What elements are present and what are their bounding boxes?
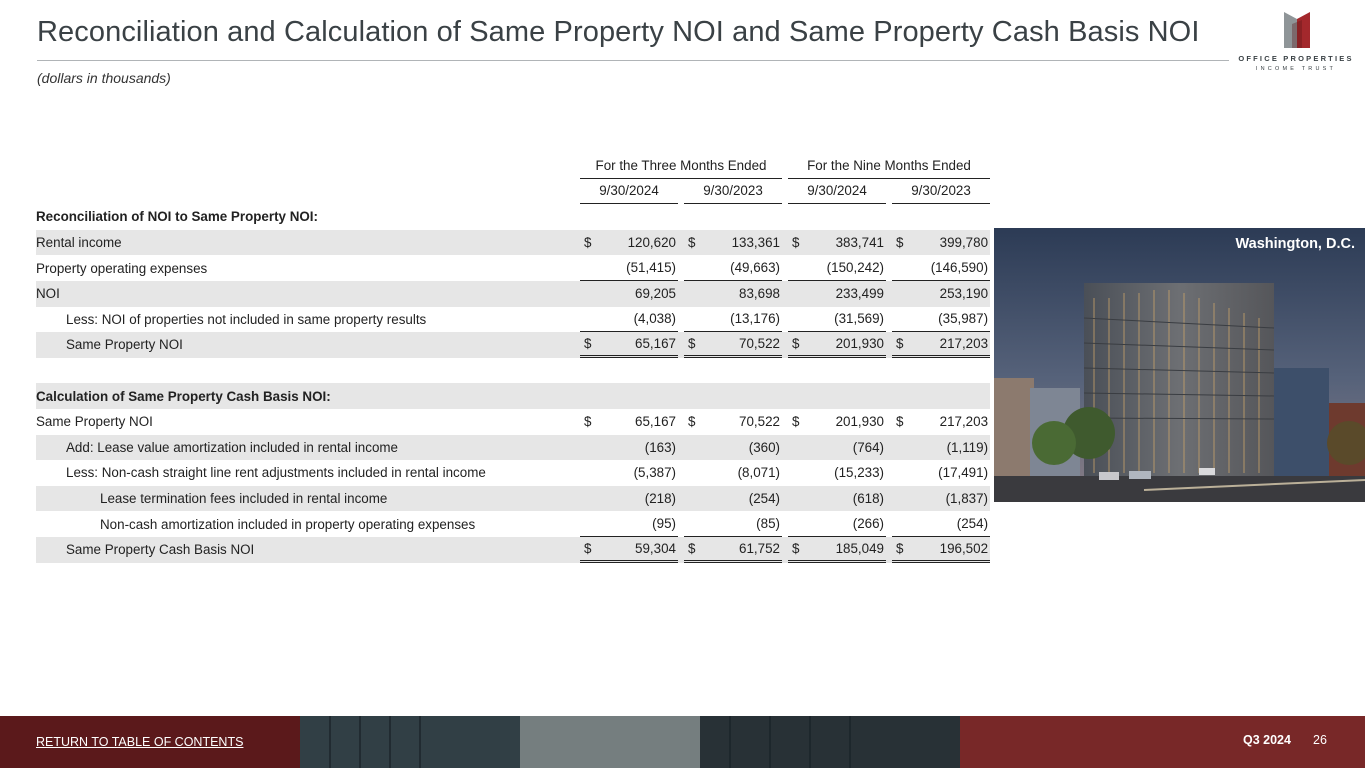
row-label: Same Property Cash Basis NOI	[36, 537, 574, 563]
amount-cell	[788, 409, 886, 435]
amount-cell	[788, 537, 886, 563]
amount-value: (1,119)	[946, 439, 989, 455]
currency-symbol: $	[688, 540, 696, 556]
currency-symbol: $	[896, 335, 904, 351]
amount-value: (254)	[956, 516, 989, 532]
amount-value: 217,203	[939, 414, 989, 430]
amount-cell	[892, 332, 990, 358]
amount-value: (15,233)	[834, 465, 884, 481]
amount-cell	[788, 460, 886, 486]
table-row	[36, 383, 990, 409]
page-number: 26	[1313, 733, 1327, 747]
currency-symbol: $	[584, 540, 592, 556]
logo-text-line1: OFFICE PROPERTIES	[1238, 54, 1354, 63]
amount-value: (4,038)	[633, 311, 676, 327]
amount-value: (49,663)	[730, 260, 780, 276]
table-row	[36, 409, 990, 435]
column-date-header-row	[36, 179, 990, 205]
amount-cell	[580, 383, 678, 409]
amount-cell	[892, 383, 990, 409]
building-image	[994, 228, 1365, 502]
amount-value: (85)	[756, 516, 780, 532]
amount-cell	[684, 486, 782, 512]
amount-value: 61,752	[739, 540, 780, 556]
amount-cell	[580, 537, 678, 563]
column-group-header: For the Three Months Ended	[580, 153, 782, 179]
page-title: Reconciliation and Calculation of Same Property NOI and Same Property Cash Basis NOI	[37, 16, 1200, 48]
row-label: Reconciliation of NOI to Same Property NOI:	[36, 209, 318, 225]
currency-symbol: $	[584, 335, 592, 351]
amount-value: 383,741	[835, 235, 884, 251]
amount-value: 69,205	[635, 286, 676, 302]
amount-cell	[580, 204, 678, 230]
currency-symbol: $	[792, 414, 800, 430]
amount-cell	[684, 409, 782, 435]
currency-symbol: $	[792, 335, 800, 351]
amount-cell	[788, 511, 886, 537]
table-row	[36, 255, 990, 281]
row-label: Less: Non-cash straight line rent adjustments included in rental income	[66, 465, 486, 481]
amount-cell	[892, 204, 990, 230]
logo-mark-icon	[1284, 12, 1310, 48]
amount-value: 185,049	[835, 540, 884, 556]
amount-cell	[892, 435, 990, 461]
spacer-row	[36, 358, 990, 384]
column-group-header: For the Nine Months Ended	[788, 153, 990, 179]
column-date-header: 9/30/2023	[892, 179, 990, 205]
amount-cell	[684, 281, 782, 307]
amount-cell	[892, 230, 990, 256]
amount-cell	[684, 435, 782, 461]
amount-cell	[580, 435, 678, 461]
amount-cell	[580, 460, 678, 486]
amount-value: (95)	[652, 516, 676, 532]
amount-value: 65,167	[635, 335, 676, 351]
amount-value: (51,415)	[626, 260, 676, 276]
amount-cell	[892, 511, 990, 537]
amount-value: 65,167	[635, 414, 676, 430]
row-label: Less: NOI of properties not included in same property results	[66, 311, 427, 327]
amount-cell	[580, 307, 678, 333]
amount-cell	[892, 409, 990, 435]
amount-cell	[684, 383, 782, 409]
row-label: Lease termination fees included in rental income	[36, 486, 574, 512]
row-label: Rental income	[36, 230, 574, 256]
currency-symbol: $	[792, 235, 800, 251]
currency-symbol: $	[896, 235, 904, 251]
row-label: Same Property NOI	[36, 332, 574, 358]
amount-cell	[684, 537, 782, 563]
location-label: Washington, D.C.	[1235, 236, 1355, 252]
property-photo	[994, 228, 1365, 502]
table-row	[36, 486, 990, 512]
amount-value: 133,361	[731, 235, 780, 251]
amount-value: 253,190	[939, 286, 989, 302]
table-row	[36, 460, 990, 486]
return-to-toc-link[interactable]: RETURN TO TABLE OF CONTENTS	[36, 735, 244, 749]
table-row	[36, 537, 990, 563]
amount-value: (1,837)	[945, 491, 989, 507]
row-label: NOI	[36, 281, 574, 307]
amount-cell	[892, 307, 990, 333]
currency-symbol: $	[584, 235, 592, 251]
amount-cell	[684, 255, 782, 281]
table-row	[36, 230, 990, 256]
table-row	[36, 281, 990, 307]
column-date-header: 9/30/2023	[684, 179, 782, 205]
amount-value: 83,698	[739, 286, 780, 302]
row-label: Non-cash amortization included in property operating expenses	[100, 516, 476, 532]
title-divider	[37, 60, 1229, 61]
amount-value: 233,499	[835, 286, 884, 302]
amount-value: (218)	[644, 491, 676, 507]
table-row	[36, 511, 990, 537]
currency-symbol: $	[688, 235, 696, 251]
row-label: Property operating expenses	[36, 260, 208, 276]
amount-cell	[580, 486, 678, 512]
amount-cell	[580, 409, 678, 435]
amount-value: (5,387)	[633, 465, 676, 481]
amount-value: (266)	[852, 516, 884, 532]
amount-cell	[788, 307, 886, 333]
amount-value: 217,203	[939, 335, 989, 351]
amount-cell	[788, 255, 886, 281]
column-group-header-row	[36, 153, 990, 179]
amount-cell	[788, 435, 886, 461]
amount-cell	[892, 255, 990, 281]
currency-symbol: $	[688, 335, 696, 351]
amount-value: (8,071)	[737, 465, 780, 481]
amount-cell	[788, 281, 886, 307]
footer-banner	[0, 716, 1365, 768]
amount-value: 59,304	[635, 540, 676, 556]
currency-symbol: $	[896, 414, 904, 430]
noi-reconciliation-table	[36, 153, 990, 563]
amount-cell	[684, 307, 782, 333]
company-logo	[1238, 12, 1354, 78]
amount-value: 70,522	[739, 414, 780, 430]
amount-cell	[580, 281, 678, 307]
amount-cell	[892, 460, 990, 486]
amount-value: (13,176)	[730, 311, 780, 327]
amount-value: 120,620	[627, 235, 676, 251]
column-date-header: 9/30/2024	[580, 179, 678, 205]
currency-symbol: $	[792, 540, 800, 556]
amount-cell	[892, 281, 990, 307]
amount-value: (618)	[852, 491, 884, 507]
table-row	[36, 204, 990, 230]
amount-cell	[788, 230, 886, 256]
amount-cell	[788, 204, 886, 230]
amount-value: (17,491)	[938, 465, 989, 481]
amount-cell	[892, 486, 990, 512]
amount-cell	[684, 460, 782, 486]
amount-cell	[788, 486, 886, 512]
row-label: Same Property NOI	[36, 414, 153, 430]
row-label: Calculation of Same Property Cash Basis NOI:	[36, 383, 574, 409]
page-subtitle: (dollars in thousands)	[37, 70, 171, 86]
amount-cell	[580, 255, 678, 281]
amount-cell	[788, 332, 886, 358]
amount-value: 201,930	[835, 335, 884, 351]
amount-cell	[892, 537, 990, 563]
amount-value: (35,987)	[938, 311, 989, 327]
amount-cell	[684, 511, 782, 537]
amount-cell	[684, 204, 782, 230]
amount-value: 70,522	[739, 335, 780, 351]
table-row	[36, 435, 990, 461]
amount-cell	[580, 511, 678, 537]
amount-cell	[684, 332, 782, 358]
amount-value: 201,930	[835, 414, 884, 430]
amount-value: (31,569)	[834, 311, 884, 327]
quarter-label: Q3 2024	[1243, 733, 1291, 747]
table-row	[36, 332, 990, 358]
column-date-header: 9/30/2024	[788, 179, 886, 205]
amount-value: (254)	[748, 491, 780, 507]
logo-text-line2: INCOME TRUST	[1255, 66, 1337, 72]
table-row	[36, 307, 990, 333]
currency-symbol: $	[584, 414, 592, 430]
amount-value: (360)	[748, 439, 780, 455]
amount-cell	[580, 230, 678, 256]
currency-symbol: $	[896, 540, 904, 556]
amount-value: (163)	[644, 439, 676, 455]
amount-value: (146,590)	[930, 260, 989, 276]
amount-cell	[580, 332, 678, 358]
amount-value: (150,242)	[826, 260, 884, 276]
amount-value: (764)	[852, 439, 884, 455]
amount-value: 196,502	[939, 540, 989, 556]
amount-cell	[788, 383, 886, 409]
row-label: Add: Lease value amortization included in rental income	[36, 435, 574, 461]
amount-value: 399,780	[939, 235, 989, 251]
currency-symbol: $	[688, 414, 696, 430]
amount-cell	[684, 230, 782, 256]
